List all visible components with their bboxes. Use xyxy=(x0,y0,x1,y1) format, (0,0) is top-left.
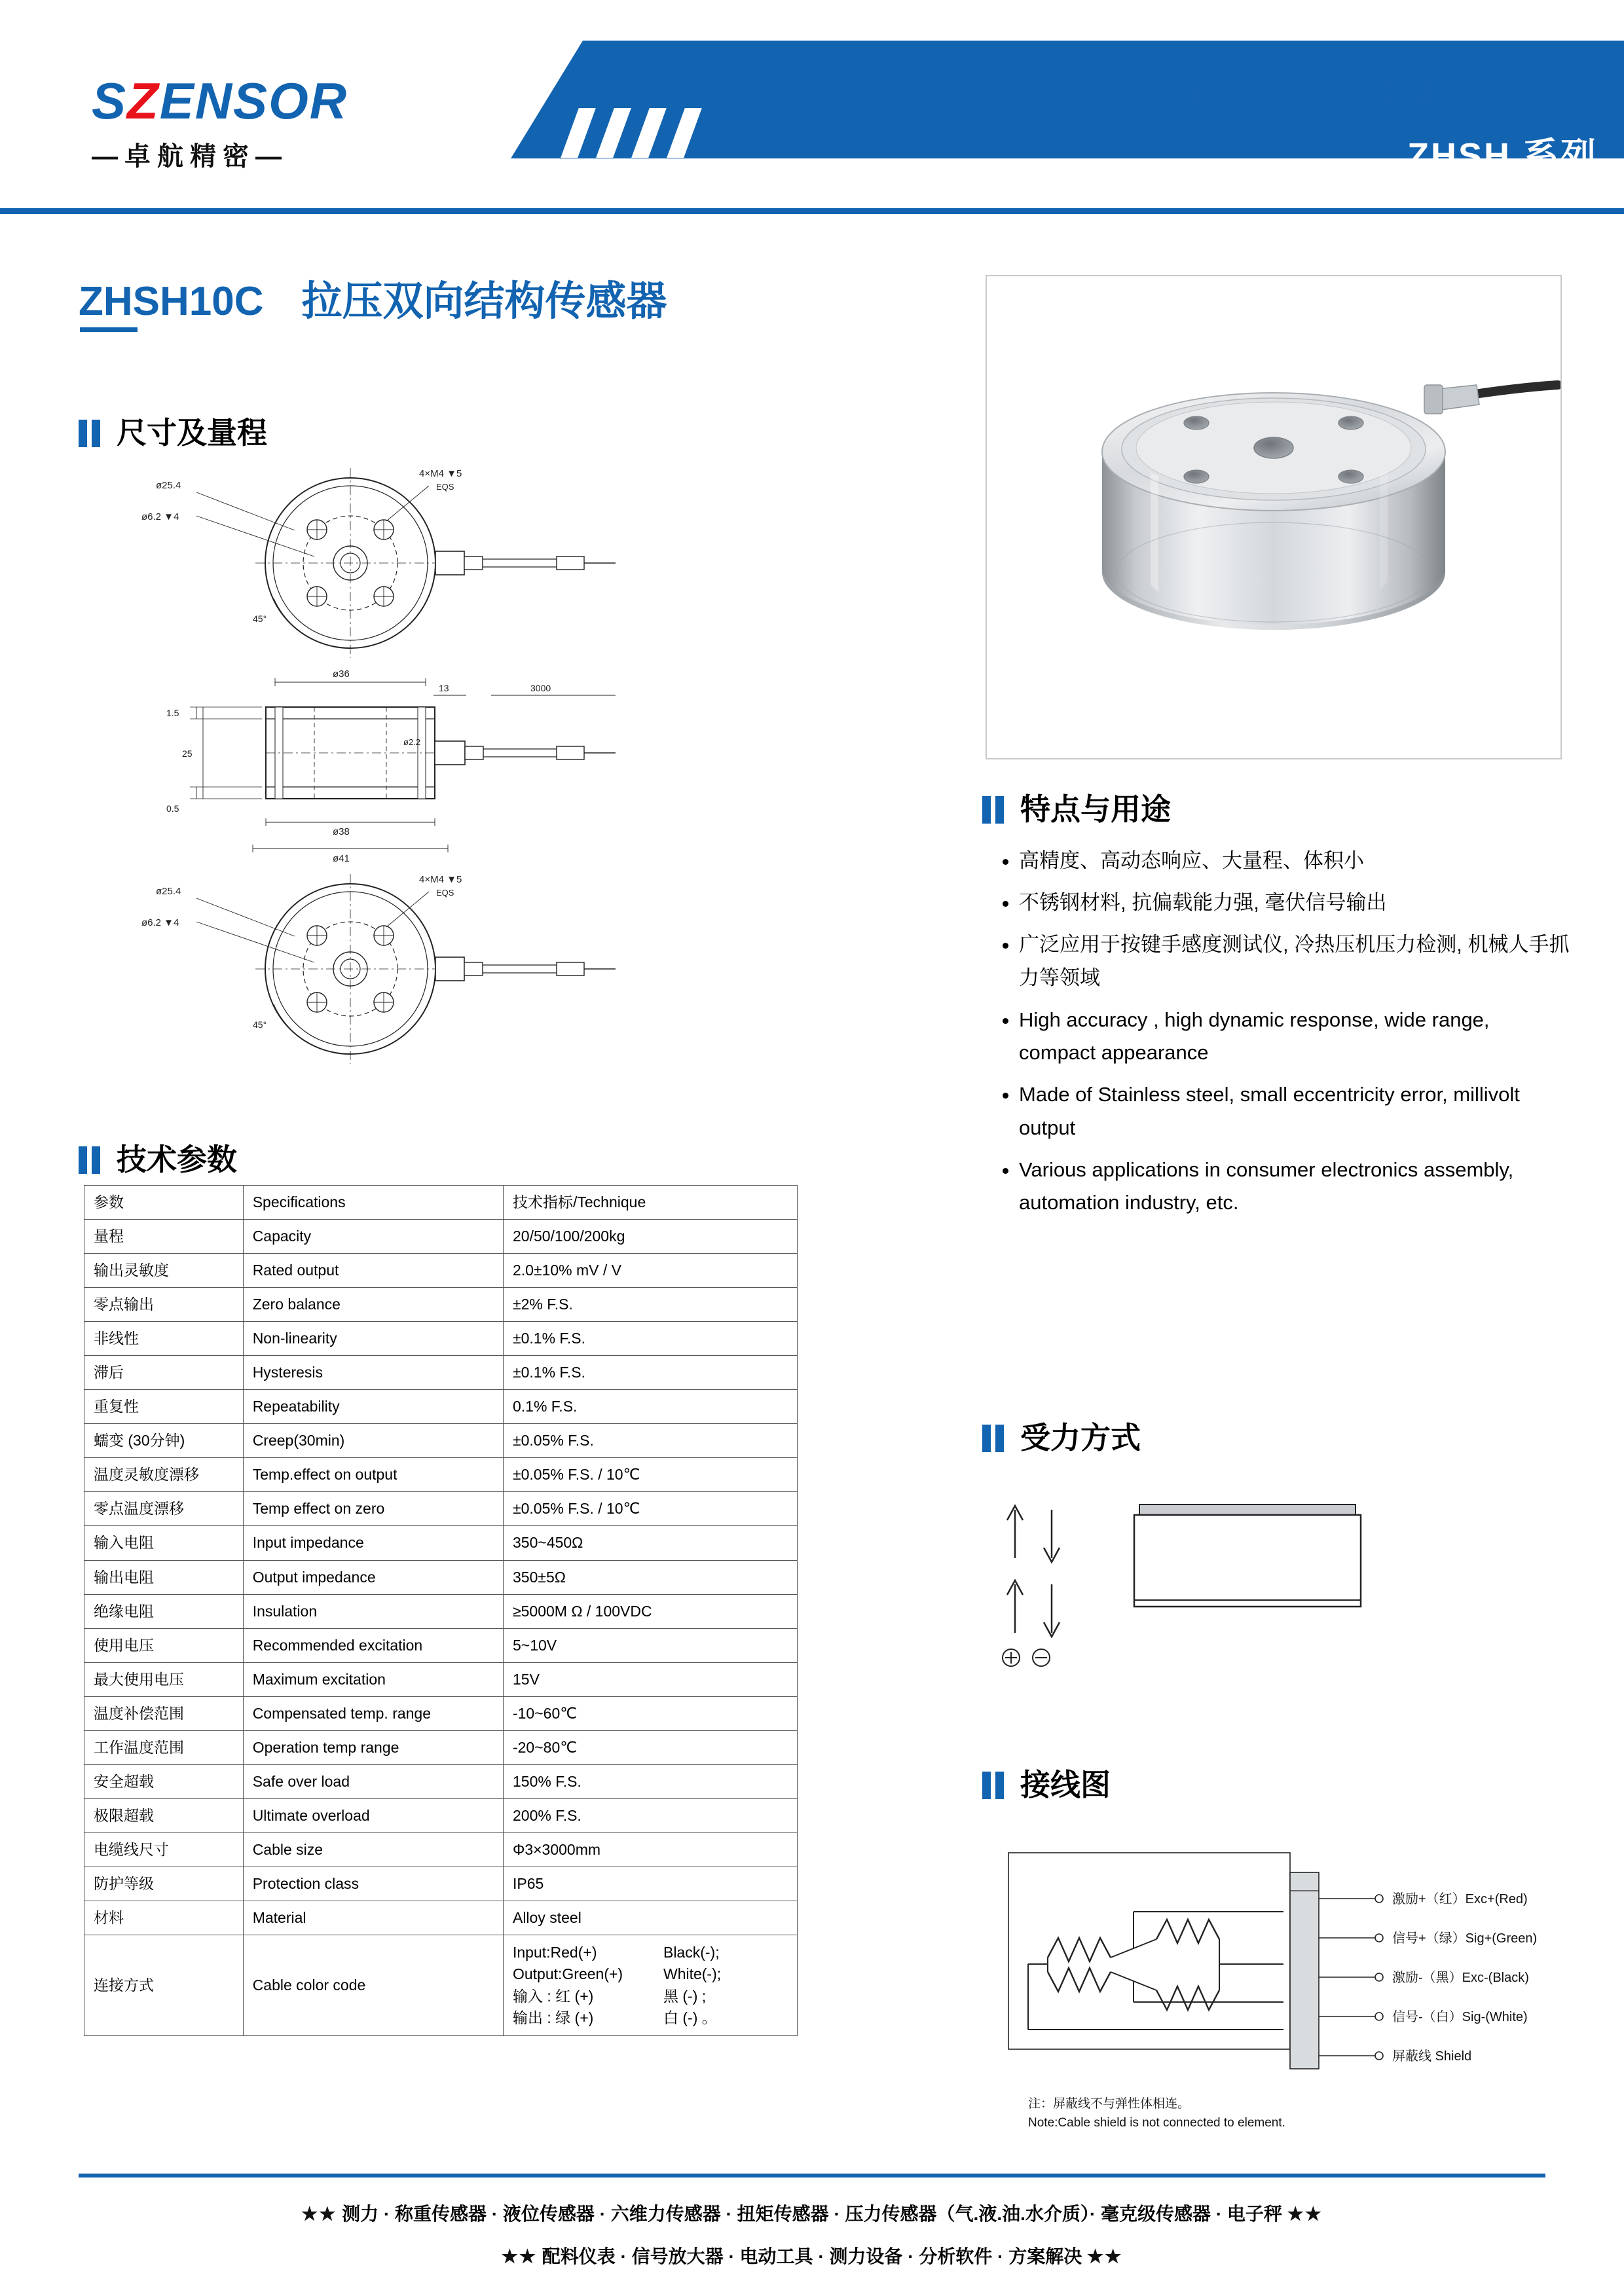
table-cell: ±2% F.S. xyxy=(503,1288,797,1322)
section-marker-icon xyxy=(982,796,1008,824)
table-header-row xyxy=(84,1186,798,1220)
table-cell: 零点温度漂移 xyxy=(84,1492,244,1526)
section-heading-wiring xyxy=(982,1761,1111,1804)
drawing-bottom-view xyxy=(141,874,616,1064)
header-series-label: ZHSH 系列 xyxy=(1407,136,1598,175)
svg-text:ø41: ø41 xyxy=(333,853,350,864)
cable-color-line: Black(-); xyxy=(663,1944,720,1961)
table-cell: 极限超载 xyxy=(84,1798,244,1832)
wiring-label-4: 屏蔽线 Shield xyxy=(1392,2049,1472,2064)
table-row xyxy=(84,1696,798,1730)
brand-logo xyxy=(92,72,498,173)
table-row xyxy=(84,1492,798,1526)
footer-line-2-text: 配料仪表 · 信号放大器 · 电动工具 · 测力设备 · 分析软件 · 方案解决 xyxy=(542,2246,1082,2267)
logo-wordmark xyxy=(92,72,498,130)
table-cell: 零点输出 xyxy=(84,1288,244,1322)
feature-item: • 广泛应用于按键手感度测试仪, 冷热压机压力检测, 机械人手抓力等领域 xyxy=(1019,928,1572,994)
table-cell: Rated output xyxy=(243,1254,503,1288)
table-row xyxy=(84,1628,798,1662)
table-cell: Creep(30min) xyxy=(243,1424,503,1458)
header-tagline: 0.1mg~600t测力与称重传感器制造及方案解决 xyxy=(1014,80,1604,112)
footer-star-right-2: ★★ xyxy=(1086,2246,1123,2267)
table-cell: 输出灵敏度 xyxy=(84,1254,244,1288)
table-cell: 电缆线尺寸 xyxy=(84,1832,244,1867)
section-heading-dimensions-label: 尺寸及量程 xyxy=(117,416,267,450)
svg-text:ø2.2: ø2.2 xyxy=(403,737,421,747)
table-row xyxy=(84,1322,798,1356)
table-cell: ±0.05% F.S. / 10℃ xyxy=(503,1492,797,1526)
table-cell: 滞后 xyxy=(84,1356,244,1390)
table-cell: 输出电阻 xyxy=(84,1560,244,1594)
table-cell: Output impedance xyxy=(243,1560,503,1594)
table-cell: 重复性 xyxy=(84,1390,244,1424)
table-cell: Cable color code xyxy=(243,1935,503,2036)
feature-item: • High accuracy , high dynamic response, wide range, compact appearance xyxy=(1019,1004,1572,1069)
table-row xyxy=(84,1560,798,1594)
table-row xyxy=(84,1220,798,1254)
table-cell: 工作温度范围 xyxy=(84,1730,244,1764)
table-cell: 使用电压 xyxy=(84,1628,244,1662)
header-divider xyxy=(0,208,1624,214)
table-cell: 输入电阻 xyxy=(84,1526,244,1560)
table-cell: Cable size xyxy=(243,1832,503,1867)
dimension-drawings xyxy=(98,458,786,1074)
section-heading-features xyxy=(982,786,1171,829)
table-row xyxy=(84,1662,798,1696)
header-slash-decoration xyxy=(570,108,766,158)
svg-text:1.5: 1.5 xyxy=(166,708,179,718)
table-cell: Recommended excitation xyxy=(243,1628,503,1662)
table-cell: 200% F.S. xyxy=(503,1798,797,1832)
table-cell: 20/50/100/200kg xyxy=(503,1220,797,1254)
table-cell: Protection class xyxy=(243,1867,503,1901)
table-cell: Non-linearity xyxy=(243,1322,503,1356)
logo-letter-s: S xyxy=(92,72,128,130)
table-cell: 最大使用电压 xyxy=(84,1662,244,1696)
table-cell: ±0.1% F.S. xyxy=(503,1356,797,1390)
page-title-underline xyxy=(80,327,138,332)
table-cell: 连接方式 xyxy=(84,1935,244,2036)
table-cell: -20~80℃ xyxy=(503,1730,797,1764)
page-title-name: 拉压双向结构传感器 xyxy=(301,279,667,324)
wiring-note-cn: 注：屏蔽线不与弹性体相连。 xyxy=(1028,2097,1190,2111)
svg-text:25: 25 xyxy=(182,748,193,759)
svg-text:0.5: 0.5 xyxy=(166,803,179,814)
table-cell: 温度灵敏度漂移 xyxy=(84,1458,244,1492)
table-cell: Operation temp range xyxy=(243,1730,503,1764)
section-marker-icon xyxy=(982,1425,1008,1452)
logo-letter-z: Z xyxy=(127,72,160,130)
table-row xyxy=(84,1901,798,1935)
cable-color-line: 输入 : 红 (+) xyxy=(512,1987,594,2005)
table-cell: 2.0±10% mV / V xyxy=(503,1254,797,1288)
table-cell: 量程 xyxy=(84,1220,244,1254)
feature-item: • 高精度、高动态响应、大量程、体积小 xyxy=(1019,845,1572,877)
svg-text:3000: 3000 xyxy=(530,683,551,693)
cable-color-line: White(-); xyxy=(663,1965,722,1983)
table-cell: 温度补偿范围 xyxy=(84,1696,244,1730)
cable-color-line: 输出 : 绿 (+) xyxy=(512,2009,594,2027)
footer-star-left: ★★ xyxy=(301,2204,337,2224)
table-cell: ≥5000M Ω / 100VDC xyxy=(503,1594,797,1628)
features-list xyxy=(989,845,1572,1228)
page-header xyxy=(0,0,1624,216)
table-cell: Input impedance xyxy=(243,1526,503,1560)
table-cell: 350~450Ω xyxy=(503,1526,797,1560)
table-cell: Temp.effect on output xyxy=(243,1458,503,1492)
section-heading-tech-params-label: 技术参数 xyxy=(117,1142,237,1176)
section-heading-features-label: 特点与用途 xyxy=(1020,792,1171,826)
table-cell: Hysteresis xyxy=(243,1356,503,1390)
svg-text:45°: 45° xyxy=(253,613,267,624)
table-row xyxy=(84,1288,798,1322)
cable-color-line: 白 (-) 。 xyxy=(663,2009,717,2027)
load-mode-diagram xyxy=(989,1486,1552,1676)
footer-line-1-text: 测力 · 称重传感器 · 液位传感器 · 六维力传感器 · 扭矩传感器 · 压力传感器（气.液.油.水介质）· 毫克级传感器 · 电子秤 xyxy=(342,2204,1282,2224)
table-cell: 蠕变 (30分钟) xyxy=(84,1424,244,1458)
table-cell: Compensated temp. range xyxy=(243,1696,503,1730)
page-title xyxy=(79,268,667,327)
svg-text:ø6.2 ▼4: ø6.2 ▼4 xyxy=(141,511,179,522)
table-row xyxy=(84,1832,798,1867)
footer-divider xyxy=(79,2174,1545,2178)
table-cell: 防护等级 xyxy=(84,1867,244,1901)
footer-star-right: ★★ xyxy=(1287,2204,1323,2224)
table-cell: Φ3×3000mm xyxy=(503,1832,797,1867)
page-title-model: ZHSH10C xyxy=(79,279,264,324)
table-cell: Insulation xyxy=(243,1594,503,1628)
wiring-label-3: 信号-（白）Sig-(White) xyxy=(1392,2010,1528,2024)
svg-text:13: 13 xyxy=(439,683,449,693)
table-cell: ±0.1% F.S. xyxy=(503,1322,797,1356)
wiring-note-en: Note:Cable shield is not connected to element. xyxy=(1028,2115,1285,2130)
svg-text:ø6.2 ▼4: ø6.2 ▼4 xyxy=(141,917,179,928)
table-cell-cable-colors xyxy=(503,1935,797,2036)
table-cell: 非线性 xyxy=(84,1322,244,1356)
table-row-cable-color-code xyxy=(84,1935,798,2036)
svg-text:45°: 45° xyxy=(253,1019,267,1030)
section-marker-icon xyxy=(79,1146,105,1174)
specifications-table xyxy=(84,1185,798,2036)
cable-color-line: Output:Green(+) xyxy=(512,1965,623,1983)
footer-star-left-2: ★★ xyxy=(501,2246,537,2267)
wiring-label-0: 激励+（红）Exc+(Red) xyxy=(1392,1892,1528,1906)
table-cell: 5~10V xyxy=(503,1628,797,1662)
cable-color-line: 黑 (-) ; xyxy=(663,1987,707,2005)
svg-text:4×M4 ▼5: 4×M4 ▼5 xyxy=(419,468,462,479)
section-heading-load-mode xyxy=(982,1414,1141,1457)
table-cell: 材料 xyxy=(84,1901,244,1935)
feature-item: • Various applications in consumer electronics assembly, automation industry, etc. xyxy=(1019,1154,1572,1219)
wiring-label-2: 激励-（黑）Exc-(Black) xyxy=(1392,1971,1529,1985)
table-cell: ±0.05% F.S. xyxy=(503,1424,797,1458)
table-row xyxy=(84,1254,798,1288)
svg-text:ø36: ø36 xyxy=(333,668,350,680)
svg-text:ø38: ø38 xyxy=(333,826,350,837)
table-row xyxy=(84,1867,798,1901)
wiring-diagram xyxy=(1002,1833,1591,2128)
table-header-cell: 技术指标/Technique xyxy=(503,1186,797,1220)
feature-item: • 不锈钢材料, 抗偏载能力强, 毫伏信号输出 xyxy=(1019,886,1572,919)
table-row xyxy=(84,1594,798,1628)
table-cell: Temp effect on zero xyxy=(243,1492,503,1526)
drawing-side-view xyxy=(166,668,616,864)
section-heading-load-mode-label: 受力方式 xyxy=(1020,1421,1141,1455)
drawing-top-view xyxy=(141,468,616,658)
table-cell: 350±5Ω xyxy=(503,1560,797,1594)
table-row xyxy=(84,1390,798,1424)
table-cell: 0.1% F.S. xyxy=(503,1390,797,1424)
footer-line-2 xyxy=(0,2242,1624,2269)
svg-text:EQS: EQS xyxy=(436,482,454,492)
table-cell: ±0.05% F.S. / 10℃ xyxy=(503,1458,797,1492)
table-cell: Material xyxy=(243,1901,503,1935)
table-cell: Alloy steel xyxy=(503,1901,797,1935)
section-marker-icon xyxy=(982,1772,1008,1799)
svg-text:ø25.4: ø25.4 xyxy=(156,886,181,897)
table-cell: 150% F.S. xyxy=(503,1764,797,1798)
table-cell: 绝缘电阻 xyxy=(84,1594,244,1628)
table-cell: 15V xyxy=(503,1662,797,1696)
cable-color-line: Input:Red(+) xyxy=(512,1944,597,1961)
product-photo xyxy=(986,275,1562,759)
table-header-cell: 参数 xyxy=(84,1186,244,1220)
table-cell: Repeatability xyxy=(243,1390,503,1424)
table-cell: -10~60℃ xyxy=(503,1696,797,1730)
svg-text:4×M4 ▼5: 4×M4 ▼5 xyxy=(419,874,462,885)
section-heading-tech-params xyxy=(79,1136,237,1179)
section-heading-wiring-label: 接线图 xyxy=(1020,1768,1111,1802)
table-row xyxy=(84,1730,798,1764)
table-row xyxy=(84,1458,798,1492)
table-header-cell: Specifications xyxy=(243,1186,503,1220)
table-row xyxy=(84,1424,798,1458)
table-row xyxy=(84,1526,798,1560)
table-cell: 安全超载 xyxy=(84,1764,244,1798)
wiring-label-1: 信号+（绿）Sig+(Green) xyxy=(1392,1931,1538,1946)
wiring-note xyxy=(1028,2095,1285,2132)
table-row xyxy=(84,1798,798,1832)
table-row xyxy=(84,1764,798,1798)
svg-text:EQS: EQS xyxy=(436,888,454,898)
logo-letters-rest: ENSOR xyxy=(159,72,348,130)
table-row xyxy=(84,1356,798,1390)
feature-item: • Made of Stainless steel, small eccentricity error, millivolt output xyxy=(1019,1078,1572,1144)
table-cell: Ultimate overload xyxy=(243,1798,503,1832)
footer-line-1 xyxy=(0,2200,1624,2226)
table-cell: Safe over load xyxy=(243,1764,503,1798)
section-marker-icon xyxy=(79,420,105,447)
table-cell: Zero balance xyxy=(243,1288,503,1322)
logo-subtitle: —卓航精密— xyxy=(92,142,288,171)
table-cell: IP65 xyxy=(503,1867,797,1901)
section-heading-dimensions xyxy=(79,409,267,452)
table-cell: Maximum excitation xyxy=(243,1662,503,1696)
svg-text:ø25.4: ø25.4 xyxy=(156,480,181,491)
table-cell: Capacity xyxy=(243,1220,503,1254)
